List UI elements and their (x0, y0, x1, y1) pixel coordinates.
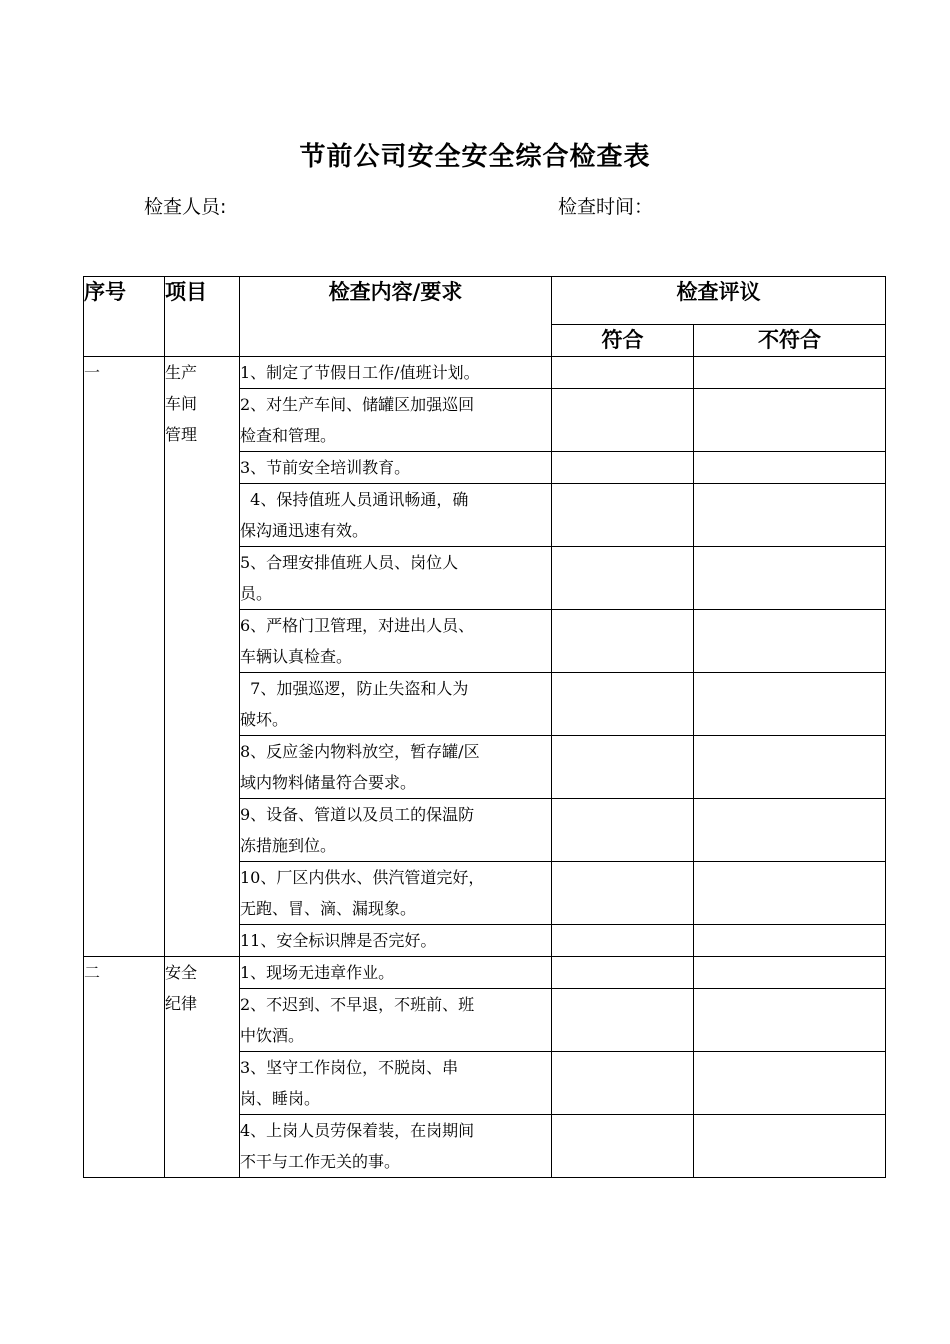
check-item-line: 10、厂区内供水、供汽管道完好， (240, 868, 485, 887)
conform-cell[interactable] (552, 989, 694, 1052)
check-item-line: 不干与工作无关的事。 (240, 1152, 401, 1171)
check-item-line: 保沟通迅速有效。 (240, 521, 369, 540)
check-item-line: 2、对生产车间、储罐区加强巡回 (240, 395, 475, 414)
nonconform-cell[interactable] (694, 989, 886, 1052)
check-item-line: 冻措施到位。 (240, 836, 337, 855)
check-item-content (240, 357, 552, 389)
category-line: 纪律 (165, 994, 198, 1013)
header-content: 检查内容/要求 (240, 277, 552, 357)
check-item-content (240, 925, 552, 957)
nonconform-cell[interactable] (694, 547, 886, 610)
conform-cell[interactable] (552, 925, 694, 957)
header-item: 项目 (165, 277, 240, 357)
nonconform-cell[interactable] (694, 862, 886, 925)
nonconform-cell[interactable] (694, 957, 886, 989)
check-item-content (240, 799, 552, 862)
check-item-line: 车辆认真检查。 (240, 647, 353, 666)
conform-cell[interactable] (552, 1052, 694, 1115)
nonconform-cell[interactable] (694, 484, 886, 547)
inspection-time-label: 检查时间： (558, 196, 654, 218)
section-category (165, 957, 240, 1178)
conform-cell[interactable] (552, 673, 694, 736)
check-item-line: 11、安全标识牌是否完好。 (240, 931, 437, 950)
check-item-content (240, 484, 552, 547)
conform-cell[interactable] (552, 452, 694, 484)
check-item-line: 7、加强巡逻，防止失盗和人为 (240, 679, 469, 698)
nonconform-cell[interactable] (694, 389, 886, 452)
nonconform-cell[interactable] (694, 452, 886, 484)
table-row (84, 957, 886, 989)
check-item-content (240, 736, 552, 799)
check-item-line: 4、上岗人员劳保着装，在岗期间 (240, 1121, 475, 1140)
page-title: 节前公司安全安全综合检查表 (299, 142, 651, 172)
check-item-line: 2、不迟到、不早退，不班前、班 (240, 995, 475, 1014)
header-review: 检查评议 (552, 277, 886, 325)
check-item-content (240, 547, 552, 610)
category-line: 管理 (165, 425, 198, 444)
check-item-line: 6、严格门卫管理，对进出人员、 (240, 616, 475, 635)
check-item-content (240, 389, 552, 452)
nonconform-cell[interactable] (694, 799, 886, 862)
check-item-line: 岗、睡岗。 (240, 1089, 321, 1108)
section-seq: 二 (84, 957, 165, 1178)
nonconform-cell[interactable] (694, 1115, 886, 1178)
conform-cell[interactable] (552, 799, 694, 862)
conform-cell[interactable] (552, 957, 694, 989)
category-line: 安全 (165, 963, 198, 982)
inspection-table (83, 276, 886, 1178)
header-nonconform: 不符合 (694, 325, 886, 357)
conform-cell[interactable] (552, 862, 694, 925)
check-item-content (240, 673, 552, 736)
nonconform-cell[interactable] (694, 736, 886, 799)
section-seq: 一 (84, 357, 165, 957)
check-item-content (240, 1115, 552, 1178)
check-item-line: 4、保持值班人员通讯畅通，确 (240, 490, 469, 509)
check-item-content (240, 452, 552, 484)
check-item-content (240, 610, 552, 673)
check-item-line: 中饮酒。 (240, 1026, 305, 1045)
conform-cell[interactable] (552, 1115, 694, 1178)
nonconform-cell[interactable] (694, 925, 886, 957)
section-category (165, 357, 240, 957)
check-item-line: 3、坚守工作岗位，不脱岗、串 (240, 1058, 459, 1077)
conform-cell[interactable] (552, 736, 694, 799)
conform-cell[interactable] (552, 357, 694, 389)
check-item-line: 1、现场无违章作业。 (240, 963, 395, 982)
check-item-line: 3、节前安全培训教育。 (240, 458, 411, 477)
table-row (84, 357, 886, 389)
check-item-line: 破坏。 (240, 710, 289, 729)
check-item-line: 5、合理安排值班人员、岗位人 (240, 553, 459, 572)
check-item-line: 域内物料储量符合要求。 (240, 773, 417, 792)
conform-cell[interactable] (552, 484, 694, 547)
check-item-line: 员。 (240, 584, 273, 603)
nonconform-cell[interactable] (694, 357, 886, 389)
inspector-label: 检查人员: (144, 196, 227, 218)
check-item-line: 1、制定了节假日工作/值班计划。 (240, 363, 480, 382)
header-seq: 序号 (84, 277, 165, 357)
check-item-line: 无跑、冒、滴、漏现象。 (240, 899, 417, 918)
check-item-content (240, 862, 552, 925)
conform-cell[interactable] (552, 610, 694, 673)
check-item-content (240, 1052, 552, 1115)
check-item-line: 检查和管理。 (240, 426, 337, 445)
check-item-content (240, 989, 552, 1052)
nonconform-cell[interactable] (694, 1052, 886, 1115)
table-body (84, 357, 886, 1178)
nonconform-cell[interactable] (694, 610, 886, 673)
nonconform-cell[interactable] (694, 673, 886, 736)
check-item-line: 9、设备、管道以及员工的保温防 (240, 805, 475, 824)
category-line: 生产 (165, 363, 198, 382)
conform-cell[interactable] (552, 547, 694, 610)
header-conform: 符合 (552, 325, 694, 357)
check-item-content (240, 957, 552, 989)
check-item-line: 8、反应釜内物料放空，暂存罐/区 (240, 742, 480, 761)
conform-cell[interactable] (552, 389, 694, 452)
category-line: 车间 (165, 394, 198, 413)
